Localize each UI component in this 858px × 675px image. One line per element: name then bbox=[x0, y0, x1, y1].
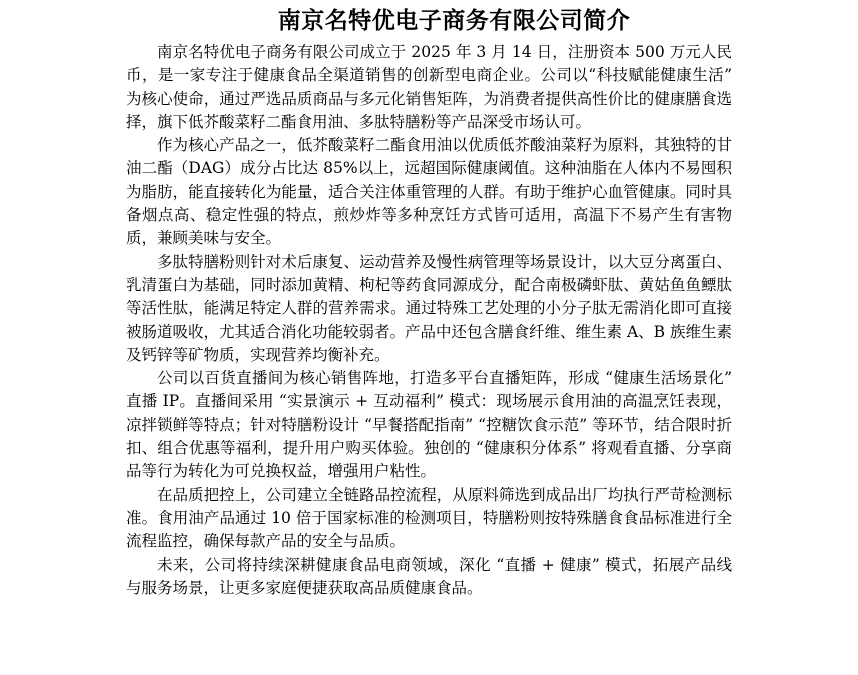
paragraph-quality-control: 在品质把控上，公司建立全链路品控流程，从原料筛选到成品出厂均执行严苛检测标准。食用油产品通过 10 倍于国家标准的检测项目，特膳粉则按特殊膳食食品标准进行全流程监控，确保每款产品的安全与品质。 bbox=[126, 485, 732, 551]
paragraph-edible-oil: 作为核心产品之一，低芥酸菜籽二酯食用油以优质低芥酸油菜籽为原料，其独特的甘油二酯（DAG）成分占比达 85%以上，远超国际健康阈值。这种油脂在人体内不易囤积为脂肪，能直接转化为能量，适合关注体重管理的人群。有助于维护心血管健康。同时具备烟点高、稳定性强的特点，煎炒炸等多种烹饪方式皆可适用，高温下不易产生有害物质，兼顾美味与安全。 bbox=[126, 136, 732, 248]
document-body bbox=[126, 41, 732, 600]
paragraph-live-streaming: 公司以百货直播间为核心销售阵地，打造多平台直播矩阵，形成 “健康生活场景化” 直播 IP。直播间采用 “实景演示 + 互动福利” 模式：现场展示食用油的高温烹饪表现，凉拌锁鲜等特点；针对特膳粉设计 “早餐搭配指南” “控糖饮食示范” 等环节，结合限时折扣、组合优惠等福利，提升用户购买体验。独创的 “健康积分体系” 将观看直播、分享商品等行为转化为可兑换权益，增强用户粘性。 bbox=[126, 369, 732, 481]
paragraph-company-overview: 南京名特优电子商务有限公司成立于 2025 年 3 月 14 日，注册资本 500 万元人民币，是一家专注于健康食品全渠道销售的创新型电商企业。公司以“科技赋能健康生活” 为核心使命，通过严选品质商品与多元化销售矩阵，为消费者提供高性价比的健康膳食选择，旗下低芥酸菜籽二酯食用油、多肽特膳粉等产品深受市场认可。 bbox=[126, 43, 732, 131]
paragraph-peptide-powder: 多肽特膳粉则针对术后康复、运动营养及慢性病管理等场景设计，以大豆分离蛋白、乳清蛋白为基础，同时添加黄精、枸杞等药食同源成分，配合南极磷虾肽、黄姑鱼鱼鳔肽等活性肽，能满足特定人群的营养需求。通过特殊工艺处理的小分子肽无需消化即可直接被肠道吸收，尤其适合消化功能较弱者。产品中还包含膳食纤维、维生素 A、B 族维生素及钙锌等矿物质，实现营养均衡补充。 bbox=[126, 252, 732, 364]
paragraph-future: 未来，公司将持续深耕健康食品电商领域，深化 “直播 + 健康” 模式，拓展产品线与服务场景，让更多家庭便捷获取高品质健康食品。 bbox=[126, 555, 732, 597]
document-title: 南京名特优电子商务有限公司简介 bbox=[277, 8, 631, 34]
